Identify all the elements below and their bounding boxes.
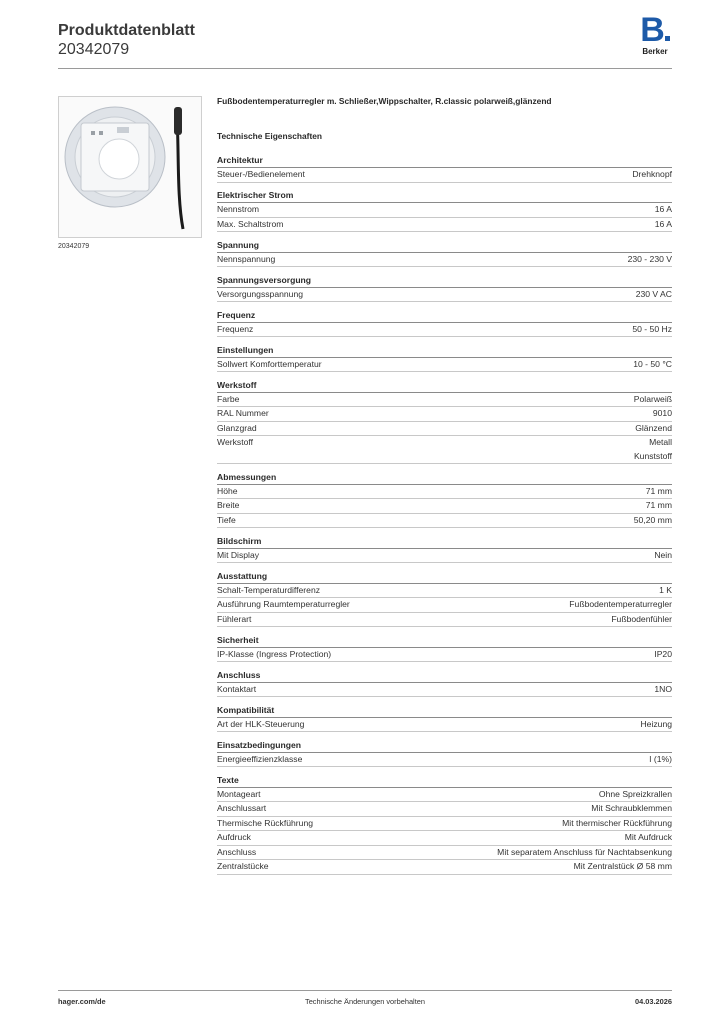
spec-value: I (1%) [649, 753, 672, 764]
spec-value: Mit Aufdruck [624, 832, 672, 842]
section-title: Ausstattung [217, 570, 672, 584]
page-title: Produktdatenblatt [58, 22, 195, 39]
spec-value: 71 mm [645, 500, 672, 510]
section-title: Frequenz [217, 309, 672, 323]
footer-divider [58, 990, 672, 991]
section-title: Kompatibilität [217, 704, 672, 718]
spec-value: 50,20 mm [633, 514, 672, 525]
logo-mark [638, 11, 672, 49]
spec-section [217, 344, 672, 373]
spec-row [217, 648, 672, 663]
spec-value: 1 K [659, 584, 672, 595]
spec-label: Art der HLK-Steuerung [217, 718, 305, 729]
spec-value: Heizung [640, 718, 672, 729]
spec-row [217, 846, 672, 861]
footer-date: 04.03.2026 [635, 997, 672, 1006]
spec-section [217, 239, 672, 268]
product-name: Fußbodentemperaturregler m. Schließer,Wippschalter, R.classic polarweiß,glänzend [217, 96, 552, 106]
spec-label: Thermische Rückführung [217, 817, 314, 828]
spec-value: Fußbodentemperaturregler [569, 599, 672, 609]
thermostat-illustration [59, 97, 201, 237]
spec-label: Nennspannung [217, 253, 276, 264]
spec-label: Breite [217, 500, 240, 510]
spec-value: Nein [654, 549, 672, 560]
spec-value: Fußbodenfühler [611, 613, 672, 624]
spec-row [217, 393, 672, 408]
spec-section [217, 739, 672, 768]
spec-row [217, 422, 672, 437]
spec-sections [217, 154, 672, 875]
section-title: Einsatzbedingungen [217, 739, 672, 753]
spec-row [217, 549, 672, 564]
spec-value: IP20 [654, 648, 672, 659]
spec-section [217, 189, 672, 232]
spec-label: Steuer-/Bedienelement [217, 169, 305, 179]
spec-label: Werkstoff [217, 437, 253, 447]
spec-value: Mit Schraubklemmen [591, 803, 672, 813]
page-header [58, 11, 672, 59]
spec-row [217, 753, 672, 768]
spec-label: Schalt-Temperaturdifferenz [217, 584, 321, 595]
spec-value: 16 A [654, 204, 672, 214]
spec-row [217, 218, 672, 233]
spec-value: 9010 [652, 408, 672, 418]
spec-row [217, 323, 672, 338]
logo-letter: B [640, 11, 664, 49]
spec-value: Glänzend [635, 422, 672, 433]
section-title: Bildschirm [217, 535, 672, 549]
spec-row [217, 168, 672, 183]
spec-row [217, 253, 672, 268]
section-title: Spannung [217, 239, 672, 253]
spec-section [217, 570, 672, 628]
spec-label: Anschlussart [217, 803, 267, 813]
spec-value: Polarweiß [633, 393, 672, 404]
spec-label: Tiefe [217, 514, 236, 525]
spec-label: Fühlerart [217, 613, 252, 624]
section-title: Spannungsversorgung [217, 274, 672, 288]
spec-label: Kontaktart [217, 683, 257, 694]
spec-value: Drehknopf [632, 169, 672, 179]
spec-section [217, 274, 672, 303]
section-title: Architektur [217, 154, 672, 168]
spec-row [217, 598, 672, 613]
section-title: Anschluss [217, 669, 672, 683]
spec-row [217, 288, 672, 303]
spec-value: Mit Zentralstück Ø 58 mm [573, 861, 672, 871]
footer-notice: Technische Änderungen vorbehalten [305, 997, 425, 1006]
spec-row [217, 817, 672, 832]
spec-label: Anschluss [217, 846, 257, 857]
spec-row [217, 718, 672, 733]
spec-section [217, 379, 672, 465]
spec-label: Ausführung Raumtemperaturregler [217, 599, 350, 609]
spec-label: Nennstrom [217, 204, 260, 214]
spec-label: IP-Klasse (Ingress Protection) [217, 648, 332, 659]
spec-value: 230 - 230 V [627, 253, 672, 264]
spec-section [217, 535, 672, 564]
spec-label: Sollwert Komforttemperatur [217, 358, 322, 369]
spec-value: Metall Kunststoff [633, 437, 672, 461]
spec-value: Ohne Spreizkrallen [598, 788, 672, 799]
spec-section [217, 634, 672, 663]
technical-properties-heading: Technische Eigenschaften [217, 131, 323, 141]
spec-label: RAL Nummer [217, 408, 269, 418]
spec-value: 50 - 50 Hz [632, 323, 672, 334]
spec-row [217, 407, 672, 422]
section-title: Werkstoff [217, 379, 672, 393]
spec-value: Mit separatem Anschluss für Nachtabsenkung [497, 846, 672, 857]
spec-value: 71 mm [645, 485, 672, 496]
header-divider [58, 68, 672, 69]
spec-value: 230 V AC [635, 288, 672, 299]
product-details [217, 96, 672, 881]
spec-label: Zentralstücke [217, 861, 269, 871]
spec-value: Mit thermischer Rückführung [562, 817, 672, 828]
spec-row [217, 436, 672, 464]
section-title: Elektrischer Strom [217, 189, 672, 203]
spec-section [217, 154, 672, 183]
spec-label: Max. Schaltstrom [217, 218, 284, 229]
spec-section [217, 309, 672, 338]
spec-label: Höhe [217, 485, 238, 496]
berker-logo [638, 11, 672, 56]
spec-row [217, 683, 672, 698]
spec-row [217, 514, 672, 529]
spec-section [217, 669, 672, 698]
spec-label: Energieeffizienzklasse [217, 753, 303, 764]
spec-row [217, 831, 672, 846]
spec-label: Montageart [217, 788, 261, 799]
spec-row [217, 613, 672, 628]
section-title: Sicherheit [217, 634, 672, 648]
spec-value: 10 - 50 °C [633, 358, 672, 369]
spec-label: Glanzgrad [217, 422, 257, 433]
article-number: 20342079 [58, 41, 130, 58]
spec-label: Frequenz [217, 323, 254, 334]
section-title: Texte [217, 774, 672, 788]
spec-value: 16 A [654, 218, 672, 229]
logo-wordmark: Berker [642, 47, 668, 56]
product-image [58, 96, 202, 238]
spec-value: 1NO [654, 683, 672, 694]
spec-row [217, 788, 672, 803]
spec-section [217, 774, 672, 875]
spec-row [217, 802, 672, 817]
spec-label: Versorgungsspannung [217, 288, 304, 299]
spec-label: Mit Display [217, 549, 260, 560]
section-title: Einstellungen [217, 344, 672, 358]
logo-dot [665, 36, 670, 41]
spec-section [217, 471, 672, 529]
product-image-caption: 20342079 [58, 243, 90, 250]
spec-row [217, 203, 672, 218]
spec-row [217, 485, 672, 500]
spec-label: Farbe [217, 393, 240, 404]
spec-row [217, 584, 672, 599]
footer-website: hager.com/de [58, 997, 106, 1006]
spec-label: Aufdruck [217, 832, 251, 842]
spec-row [217, 860, 672, 875]
spec-row [217, 358, 672, 373]
spec-section [217, 704, 672, 733]
section-title: Abmessungen [217, 471, 672, 485]
spec-row [217, 499, 672, 514]
